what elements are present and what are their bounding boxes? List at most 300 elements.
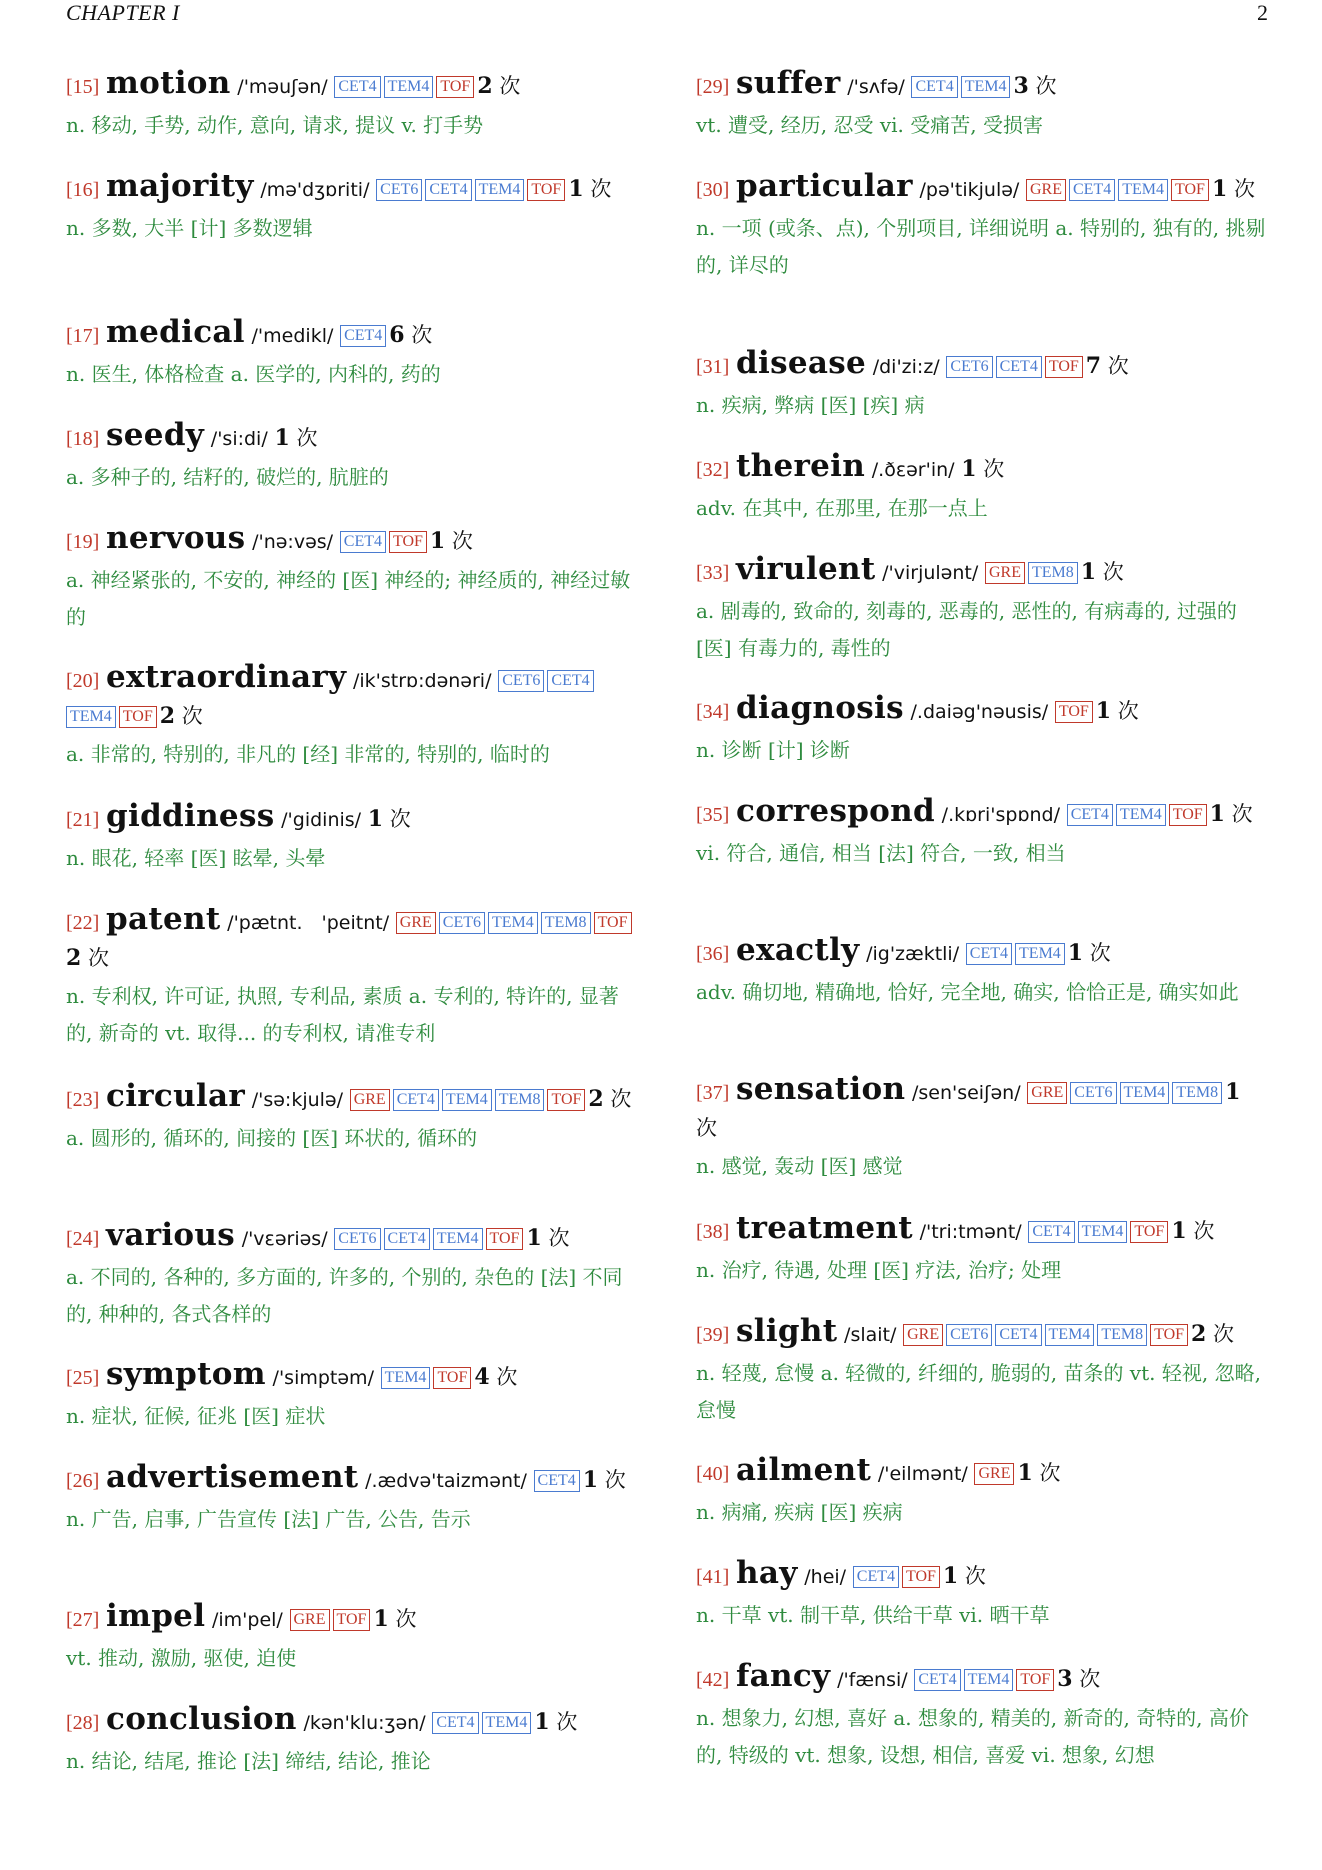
frequency-unit: 次 [548,1226,570,1250]
frequency-number: 1 [367,806,384,832]
phonetic: /sen'seiʃən/ [911,1082,1021,1104]
entry-index: [40] [696,1463,730,1485]
exam-tag: TOF [389,531,427,553]
exam-tag: TOF [433,1367,471,1389]
exam-tag: TEM4 [1116,804,1166,826]
vocab-entry [66,1079,636,1157]
phonetic: /ik'strɒ:dənəri/ [352,670,492,692]
entry-headline [696,794,1266,833]
frequency-unit: 次 [696,1116,717,1140]
headword: giddiness [106,798,275,834]
entry-headline [696,1453,1266,1492]
definition: a. 非常的, 特别的, 非凡的 [经] 非常的, 特别的, 临时的 [66,742,550,766]
frequency-number: 1 [373,1606,389,1632]
frequency-number: 4 [474,1364,490,1390]
headword: circular [106,1078,246,1114]
frequency-count [368,807,411,831]
headword: medical [106,314,245,350]
vocab-entry [66,1218,636,1333]
frequency-number: 1 [568,176,584,202]
entry-index: [26] [66,1470,100,1492]
frequency-number: 2 [1191,1321,1207,1347]
frequency-unit: 次 [1079,1667,1101,1691]
frequency-number: 1 [1017,1460,1033,1486]
frequency-unit: 次 [1193,1219,1215,1243]
frequency-unit: 次 [1231,802,1253,826]
frequency-count [1210,802,1253,826]
definition: n. 感觉, 轰动 [医] 感觉 [696,1154,903,1178]
entry-headline [696,552,1266,591]
exam-tag: CET4 [996,356,1042,378]
headword: patent [106,901,221,937]
frequency-unit: 次 [590,177,612,201]
frequency-count [1013,74,1056,98]
exam-tag: CET4 [966,943,1012,965]
frequency-number: 2 [159,703,176,729]
vocab-entry [696,1072,1266,1185]
entry-headline [696,169,1266,208]
headword: extraordinary [106,659,347,695]
headword: conclusion [106,1701,297,1737]
exam-tag: TOF [1130,1221,1168,1243]
frequency-number: 1 [1211,176,1228,202]
definition: vt. 遭受, 经历, 忍受 vi. 受痛苦, 受损害 [696,113,1043,137]
exam-tag: TEM4 [1120,1082,1170,1104]
exam-tag: TEM8 [1028,562,1078,584]
vocab-entry [66,1599,636,1677]
definition: n. 治疗, 待遇, 处理 [医] 疗法, 治疗; 处理 [696,1258,1062,1282]
headword: suffer [736,65,841,101]
entry-headline [696,66,1266,105]
definition: n. 症状, 征候, 征兆 [医] 症状 [66,1404,326,1428]
headword: therein [736,448,866,484]
exam-tag: GRE [350,1089,390,1111]
entry-index: [35] [696,804,730,826]
frequency-unit: 次 [181,704,203,728]
exam-tag: CET4 [393,1089,439,1111]
exam-tag: TEM8 [495,1089,545,1111]
entry-index: [38] [696,1221,730,1243]
frequency-number: 1 [526,1225,542,1251]
headword: exactly [736,932,860,968]
phonetic: /.ðεər'in/ [871,459,955,481]
exam-tag: CET6 [946,1324,992,1346]
entry-headline [696,933,1266,972]
definition: n. 病痛, 疾病 [医] 疾病 [696,1500,903,1524]
frequency-unit: 次 [499,74,521,98]
frequency-unit: 次 [296,426,318,450]
entry-index: [23] [66,1089,100,1111]
frequency-number: 2 [66,945,82,971]
phonetic: /ig'zæktli/ [866,943,960,965]
frequency-count [1068,941,1111,965]
exam-tag: CET6 [334,1228,380,1250]
entry-index: [31] [696,356,730,378]
entry-headline [66,660,636,734]
exam-tag: CET4 [995,1324,1041,1346]
vocab-entry [696,1659,1266,1774]
headword: correspond [736,793,935,829]
vocab-entry [696,794,1266,872]
frequency-unit: 次 [411,323,433,347]
phonetic: /pə'tikjulə/ [919,179,1020,201]
entry-index: [34] [696,701,730,723]
frequency-count [943,1564,986,1588]
entry-index: [17] [66,325,100,347]
headword: majority [106,168,254,204]
phonetic: /kən'klu:ʒən/ [303,1712,426,1734]
frequency-count [534,1710,577,1734]
frequency-number: 1 [961,456,977,482]
vocab-entry [696,552,1266,667]
frequency-number: 1 [942,1563,959,1589]
vocab-entry [66,799,636,877]
headword: sensation [736,1071,906,1107]
frequency-count [1096,699,1139,723]
phonetic: /im'pel/ [211,1609,283,1631]
vocab-entry [66,1357,636,1435]
entry-index: [36] [696,943,730,965]
headword: seedy [106,417,205,453]
phonetic: /.daiəg'nəusis/ [910,701,1049,723]
entry-headline [696,1556,1266,1595]
entry-index: [32] [696,459,730,481]
exam-tag: TOF [547,1089,585,1111]
exam-tag: TOF [436,76,474,98]
exam-tag: CET4 [334,76,380,98]
vocab-entry [696,1211,1266,1289]
vocab-entry [66,418,636,496]
entry-headline [66,521,636,560]
definition: n. 疾病, 弊病 [医] [疾] 病 [696,393,925,417]
entry-index: [41] [696,1566,730,1588]
definition: a. 多种子的, 结籽的, 破烂的, 肮脏的 [66,465,389,489]
entry-index: [30] [696,179,730,201]
vocab-entry [66,521,636,636]
frequency-number: 1 [274,425,290,451]
exam-tag: TOF [486,1228,524,1250]
definition: n. 医生, 体格检查 a. 医学的, 内科的, 药的 [66,362,441,386]
frequency-count [160,704,203,728]
exam-tag: GRE [974,1463,1014,1485]
frequency-number: 1 [1095,698,1112,724]
frequency-unit: 次 [610,1087,632,1111]
frequency-number: 1 [1225,1079,1241,1105]
phonetic: /'fænsi/ [837,1669,908,1691]
frequency-unit: 次 [1213,1322,1235,1346]
definition: n. 移动, 手势, 动作, 意向, 请求, 提议 v. 打手势 [66,113,484,137]
phonetic: /'sʌfə/ [847,76,905,98]
frequency-count [1212,177,1255,201]
phonetic: /mə'dʒɒriti/ [260,179,370,201]
phonetic: /'simptəm/ [272,1367,374,1389]
headword: fancy [736,1658,831,1694]
frequency-count [526,1226,569,1250]
frequency-unit: 次 [964,1564,986,1588]
phonetic: /.ædvə'taizmənt/ [365,1470,527,1492]
frequency-count [66,946,109,970]
phonetic: /'məuʃən/ [237,76,328,98]
vocab-entry [696,169,1266,284]
frequency-unit: 次 [604,1468,626,1492]
frequency-number: 1 [1209,801,1225,827]
exam-tag: TOF [902,1566,940,1588]
exam-tag: CET4 [914,1669,960,1691]
frequency-number: 2 [477,73,493,99]
frequency-count [389,323,432,347]
vocab-entry [66,315,636,393]
frequency-count [568,177,611,201]
phonetic: /'sə:kjulə/ [251,1089,344,1111]
exam-tag: CET6 [376,179,422,201]
vocab-entry [66,660,636,773]
frequency-unit: 次 [1102,560,1124,584]
phonetic: /'tri:tmənt/ [919,1221,1022,1243]
exam-tag: CET4 [384,1228,430,1250]
frequency-number: 3 [1013,73,1029,99]
entry-headline [66,799,636,838]
entry-index: [24] [66,1228,100,1250]
entry-headline [66,1079,636,1118]
vocab-entry [696,933,1266,1011]
entry-headline [66,1357,636,1396]
phonetic: /slait/ [844,1324,897,1346]
exam-tag: CET6 [946,356,992,378]
vocab-entry [66,1702,636,1780]
entry-index: [29] [696,76,730,98]
frequency-count [961,457,1004,481]
frequency-count [474,1365,517,1389]
chapter-title: CHAPTER I [66,0,180,25]
definition: n. 干草 vt. 制干草, 供给干草 vi. 晒干草 [696,1603,1050,1627]
headword: motion [106,65,231,101]
phonetic: /hei/ [804,1566,847,1588]
entry-headline [66,1599,636,1638]
exam-tag: TOF [1150,1324,1188,1346]
exam-tag: TEM4 [1078,1221,1128,1243]
phonetic: /'medikl/ [251,325,334,347]
phonetic: /.kɒri'spɒnd/ [941,804,1061,826]
entry-headline [66,169,636,208]
headword: virulent [736,551,876,587]
frequency-count [1017,1461,1060,1485]
entry-headline [696,346,1266,385]
definition: n. 轻蔑, 怠慢 a. 轻微的, 纤细的, 脆弱的, 苗条的 vt. 轻视, 忽略, 怠慢 [696,1361,1261,1422]
exam-tag: TOF [594,912,632,934]
exam-tag: CET4 [853,1566,899,1588]
frequency-count [1081,560,1124,584]
entry-headline [696,1211,1266,1250]
frequency-count [430,529,473,553]
exam-tag: CET4 [1069,179,1115,201]
phonetic: /'vεəriəs/ [241,1228,328,1250]
frequency-number: 1 [534,1709,550,1735]
exam-tag: CET4 [340,531,386,553]
frequency-unit: 次 [88,946,109,970]
vocab-entry [696,449,1266,527]
definition: n. 眼花, 轻率 [医] 眩晕, 头晕 [66,846,326,870]
exam-tag: CET4 [340,325,386,347]
phonetic: /'eilmənt/ [877,1463,968,1485]
definition: vi. 符合, 通信, 相当 [法] 符合, 一致, 相当 [696,841,1066,865]
headword: hay [736,1555,798,1591]
vocab-entry [66,169,636,247]
headword: particular [736,168,913,204]
definition: n. 结论, 结尾, 推论 [法] 缔结, 结论, 推论 [66,1749,431,1773]
frequency-unit: 次 [1117,699,1139,723]
entry-index: [15] [66,76,100,98]
entry-headline [696,1659,1266,1698]
exam-tag: TEM8 [541,912,591,934]
exam-tag: TEM4 [1118,179,1168,201]
frequency-count [588,1087,631,1111]
page-header [66,0,1268,30]
entry-headline [696,1072,1266,1146]
entry-index: [20] [66,670,100,692]
entry-headline [696,691,1266,730]
exam-tag: TOF [119,706,157,728]
headword: treatment [736,1210,913,1246]
headword: diagnosis [736,690,904,726]
frequency-number: 1 [429,528,446,554]
exam-tag: TEM8 [1172,1082,1222,1104]
phonetic: /'gidinis/ [281,809,362,831]
definition: n. 多数, 大半 [计] 多数逻辑 [66,216,313,240]
vocab-entry [66,1460,636,1538]
headword: nervous [106,520,246,556]
exam-tag: TOF [1016,1669,1054,1691]
exam-tag: TEM4 [475,179,525,201]
vocab-entry [696,66,1266,144]
frequency-number: 1 [1080,559,1097,585]
entry-headline [66,1702,636,1741]
phonetic: /'virjulənt/ [882,562,979,584]
frequency-unit: 次 [1089,941,1111,965]
frequency-count [1171,1219,1214,1243]
entry-headline [66,902,636,976]
exam-tag: CET4 [911,76,957,98]
exam-tag: TEM4 [381,1367,431,1389]
exam-tag: TEM4 [442,1089,492,1111]
exam-tag: GRE [1026,179,1066,201]
frequency-unit: 次 [1035,74,1057,98]
definition: adv. 在其中, 在那里, 在那一点上 [696,496,988,520]
entry-headline [66,1218,636,1257]
exam-tag: CET4 [1067,804,1113,826]
exam-tag: TOF [1055,701,1093,723]
definition: vt. 推动, 激励, 驱使, 迫使 [66,1646,297,1670]
exam-tag: GRE [903,1324,943,1346]
entry-headline [696,449,1266,488]
exam-tag: CET4 [425,179,471,201]
frequency-number: 2 [588,1086,604,1112]
frequency-unit: 次 [451,529,473,553]
page-number: 2 [1257,0,1268,25]
frequency-unit: 次 [983,457,1005,481]
phonetic: /di'zi:z/ [872,356,940,378]
headword: disease [736,345,867,381]
exam-tag: GRE [290,1609,330,1631]
exam-tag: CET4 [1028,1221,1074,1243]
exam-tag: CET6 [1070,1082,1116,1104]
frequency-unit: 次 [496,1365,518,1389]
frequency-count [274,426,317,450]
vocab-entry [696,346,1266,424]
headword: various [106,1217,235,1253]
exam-tag: TEM4 [384,76,434,98]
definition: a. 不同的, 各种的, 多方面的, 许多的, 个别的, 杂色的 [法] 不同的, 种种的, 各式各样的 [66,1265,623,1326]
exam-tag: GRE [1027,1082,1067,1104]
definition: a. 剧毒的, 致命的, 刻毒的, 恶毒的, 恶性的, 有病毒的, 过强的 [医] 有毒力的, 毒性的 [696,599,1237,660]
entry-headline [66,315,636,354]
exam-tag: GRE [396,912,436,934]
entry-index: [16] [66,179,100,201]
entry-index: [22] [66,912,100,934]
exam-tag: TEM4 [1045,1324,1095,1346]
exam-tag: TOF [1045,356,1083,378]
frequency-count [1086,354,1129,378]
entry-headline [66,1460,636,1499]
phonetic: /'nə:vəs/ [252,531,334,553]
exam-tag: TEM4 [66,706,116,728]
frequency-count [477,74,520,98]
phonetic: /'si:di/ [210,428,268,450]
exam-tag: TEM4 [1015,943,1065,965]
exam-tag: TEM4 [961,76,1011,98]
headword: symptom [106,1356,266,1392]
exam-tag: CET6 [439,912,485,934]
frequency-unit: 次 [1107,354,1129,378]
frequency-number: 7 [1085,353,1102,379]
entry-index: [27] [66,1609,100,1631]
definition: n. 广告, 启事, 广告宣传 [法] 广告, 公告, 告示 [66,1507,471,1531]
phonetic: /'pætnt. 'peitnt/ [227,912,390,934]
entry-index: [21] [66,809,100,831]
exam-tag: TEM4 [482,1712,532,1734]
exam-tag: CET4 [432,1712,478,1734]
exam-tag: GRE [985,562,1025,584]
definition: a. 圆形的, 循环的, 间接的 [医] 环状的, 循环的 [66,1126,478,1150]
exam-tag: CET6 [498,670,544,692]
vocab-entry [696,1453,1266,1531]
frequency-count [1057,1667,1100,1691]
entry-headline [696,1314,1266,1353]
exam-tag: TEM4 [964,1669,1014,1691]
entry-index: [37] [696,1082,730,1104]
exam-tag: TOF [1169,804,1207,826]
vocab-entry [66,66,636,144]
headword: slight [736,1313,838,1349]
entry-index: [42] [696,1669,730,1691]
exam-tag: TOF [333,1609,371,1631]
frequency-number: 3 [1057,1666,1073,1692]
entry-index: [39] [696,1324,730,1346]
frequency-unit: 次 [395,1607,417,1631]
vocab-entry [696,691,1266,769]
frequency-number: 1 [1067,940,1084,966]
definition: n. 想象力, 幻想, 喜好 a. 想象的, 精美的, 新奇的, 奇特的, 高价的, 特级的 vt. 想象, 设想, 相信, 喜爱 vi. 想象, 幻想 [696,1706,1249,1767]
definition: n. 一项 (或条、点), 个别项目, 详细说明 a. 特别的, 独有的, 挑剔的, 详尽的 [696,216,1266,277]
frequency-number: 1 [1171,1218,1187,1244]
entry-index: [28] [66,1712,100,1734]
frequency-count [373,1607,416,1631]
entry-index: [25] [66,1367,100,1389]
vocab-entry [696,1314,1266,1429]
entry-index: [33] [696,562,730,584]
definition: adv. 确切地, 精确地, 恰好, 完全地, 确实, 恰恰正是, 确实如此 [696,980,1239,1004]
frequency-count [1191,1322,1234,1346]
frequency-number: 6 [389,322,405,348]
